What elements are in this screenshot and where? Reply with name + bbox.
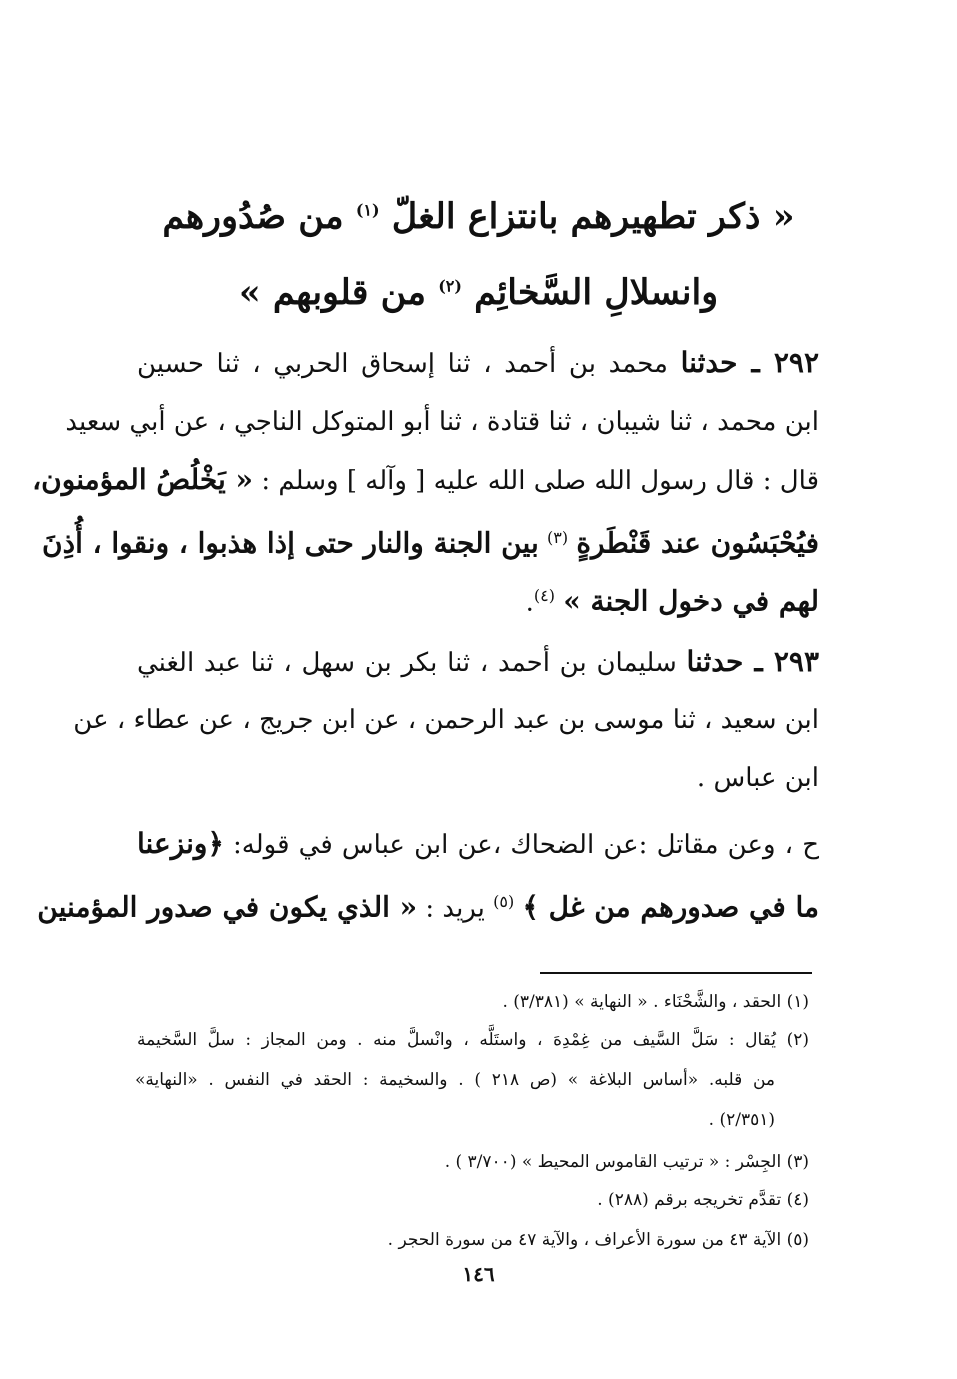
heading-text: من صُدُورهم <box>162 196 344 237</box>
chapter-heading-line-1 <box>0 196 957 237</box>
footnote-2-line-3 <box>135 1106 775 1134</box>
hadith-number: ٢٩٣ ـ حدثنا <box>686 645 819 678</box>
prophetic-text: لهم في دخول الجنة » <box>563 584 819 618</box>
footnote-ref: (٣) <box>547 528 569 547</box>
quran-text: ﴿ونزعنا <box>137 827 224 860</box>
text: ح ، وعن مقاتل :عن الضحاك ،عن ابن عباس في قوله: <box>233 830 820 860</box>
heading-text: « ذكر تطهيرهم بانتزاع الغلّ <box>391 196 795 237</box>
page-number: ١٤٦ <box>462 1262 495 1286</box>
hadith-293-line-1 <box>137 642 819 683</box>
footnote-text: (٥) الآية ٤٣ من سورة الأعراف ، والآية ٤٧ من سورة الحجر . <box>387 1230 809 1250</box>
prophetic-text: « يَخْلُصُ المؤمنون، <box>32 463 254 496</box>
text: محمد بن أحمد ، ثنا إسحاق الحربي ، ثنا حسين <box>137 349 668 379</box>
hadith-292-line-1 <box>137 343 819 384</box>
hadith-292-line-2 <box>65 402 819 442</box>
footnote-2-line-2 <box>135 1066 775 1094</box>
hadith-293-line-2 <box>73 700 819 740</box>
prophetic-text: فيُحْبَسُون عند قَنْطَرةٍ <box>576 526 819 560</box>
footnote-text: (٢) يُقال : سَلَّ السَّيف من غِمْدِهَ ، واستَلَّه ، وانْسلَّ منه . ومن المجاز : سلَّ السَّخيمة <box>137 1030 809 1050</box>
footnote-ref: (٢) <box>438 276 462 296</box>
footnote-ref: (٥) <box>493 892 515 911</box>
tahwil-line-2 <box>37 882 819 929</box>
prophetic-text: بين الجنة والنار حتى إذا هذبوا ، ونقوا ، أُذِنَ <box>42 526 539 560</box>
text: يريد : <box>425 893 485 924</box>
text: سليمان بن أحمد ، ثنا بكر بن سهل ، ثنا عبد الغني <box>137 648 677 678</box>
footnote-3 <box>137 1148 809 1176</box>
footnote-text: من قلبه. «أساس البلاغة » (ص ٢١٨ ) . والسخيمة : الحقد في النفس . «النهاية» <box>135 1070 775 1090</box>
hadith-number: ٢٩٢ ـ حدثنا <box>680 346 820 379</box>
footnote-1 <box>137 988 809 1016</box>
footnote-2-line-1 <box>137 1026 809 1054</box>
footnote-text: (٣) الجِسْر : « ترتيب القاموس المحيط » (٣/٧٠٠ ) . <box>444 1152 809 1172</box>
hadith-292-line-3 <box>32 460 819 501</box>
heading-text: من قلوبهم » <box>238 272 427 313</box>
tahwil-line-1 <box>137 824 819 865</box>
footnote-4 <box>137 1186 809 1214</box>
quran-text: ما في صدورهم من غل ﴾ <box>522 890 819 924</box>
heading-text: وانسلالِ السَّخائِم <box>474 272 719 313</box>
footnote-text: (١) الحقد ، والشَّحْنَاء . « النهاية » (٣/٣٨١) . <box>502 992 809 1012</box>
text: . <box>525 587 534 618</box>
footnote-ref: (١) <box>355 200 380 220</box>
hadith-292-line-5 <box>137 576 819 623</box>
text: ابن محمد ، ثنا شيبان ، ثنا قتادة ، ثنا أبو المتوكل الناجي ، عن أبي سعيد <box>65 407 819 437</box>
chapter-heading-line-2 <box>0 272 957 313</box>
hadith-293-line-3 <box>137 758 819 798</box>
footnote-text: (٤) تقدَّم تخريجه برقم (٢٨٨) . <box>597 1190 809 1210</box>
footnote-divider <box>540 972 812 974</box>
footnote-text: (٢/٣٥١) . <box>708 1110 775 1130</box>
quoted-text: « الذي يكون في صدور المؤمنين <box>37 890 418 924</box>
text: ابن عباس . <box>696 763 819 793</box>
text: قال : قال رسول الله صلى الله عليه [ وآله ] وسلم : <box>261 466 819 496</box>
hadith-292-line-4 <box>42 518 819 565</box>
text: ابن سعيد ، ثنا موسى بن عبد الرحمن ، عن ابن جريج ، عن عطاء ، عن <box>73 705 819 735</box>
footnote-ref: (٤) <box>533 586 556 605</box>
footnote-5 <box>137 1226 809 1254</box>
